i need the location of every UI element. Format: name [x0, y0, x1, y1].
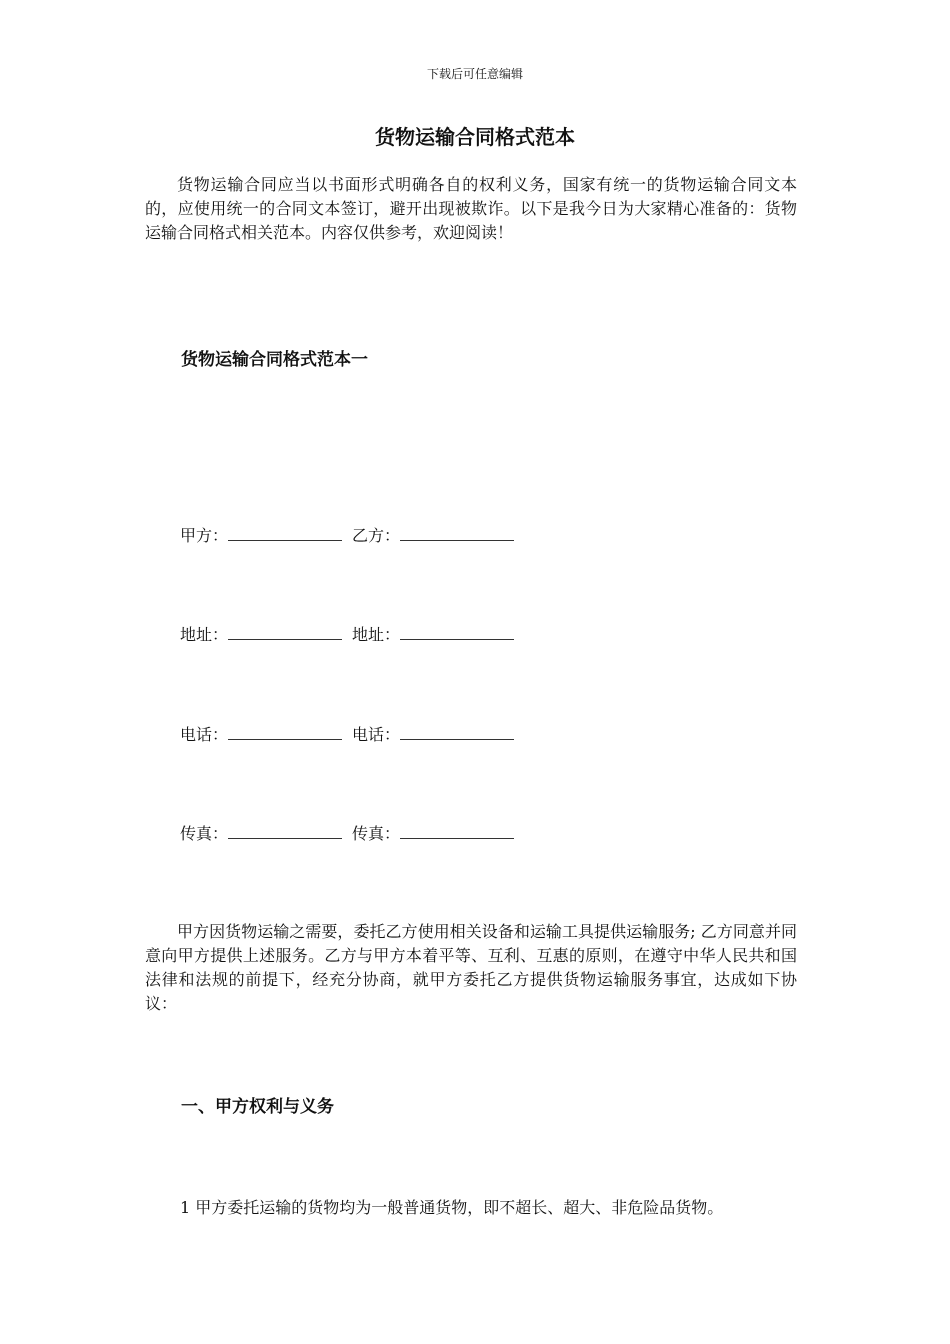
clause-1: 1 甲方委托运输的货物均为一般普通货物，即不超长、超大、非危险品货物。	[180, 1198, 724, 1217]
fax-a-blank[interactable]	[228, 824, 342, 839]
party-b-label: 乙方：	[352, 526, 401, 545]
address-a-label: 地址：	[180, 625, 229, 644]
party-row-fax	[180, 822, 524, 846]
phone-b-label: 电话：	[352, 725, 401, 744]
preface-paragraph: 甲方因货物运输之需要，委托乙方使用相关设备和运输工具提供运输服务; 乙方同意并同意向甲方提供上述服务。乙方与甲方本着平等、互利、互惠的原则，在遵守中华人民共和国法律和法规的前提下，经充分协商，就甲方委托乙方提供货物运输服务事宜，达成如下协议：	[145, 922, 797, 1013]
intro-paragraph: 货物运输合同应当以书面形式明确各自的权利义务，国家有统一的货物运输合同文本的，应使用统一的合同文本签订，避开出现被欺诈。以下是我今日为大家精心准备的：货物运输合同格式相关范本。内容仅供参考，欢迎阅读！	[145, 175, 797, 242]
phone-a-label: 电话：	[180, 725, 229, 744]
sample-heading: 货物运输合同格式范本一	[181, 350, 368, 370]
party-row-address	[180, 623, 524, 647]
fax-a-label: 传真：	[180, 824, 229, 843]
header-note: 下载后可任意编辑	[426, 67, 523, 81]
party-b-blank[interactable]	[400, 526, 514, 541]
document-title: 货物运输合同格式范本	[375, 125, 575, 149]
fax-b-label: 传真：	[352, 824, 401, 843]
phone-b-blank[interactable]	[400, 725, 514, 740]
party-a-label: 甲方：	[180, 526, 229, 545]
section-heading: 一、甲方权利与义务	[181, 1097, 334, 1117]
phone-a-blank[interactable]	[228, 725, 342, 740]
address-b-label: 地址：	[352, 625, 401, 644]
fax-b-blank[interactable]	[400, 824, 514, 839]
party-row-phone	[180, 723, 524, 747]
address-a-blank[interactable]	[228, 625, 342, 640]
party-a-blank[interactable]	[228, 526, 342, 541]
party-row-name	[180, 524, 524, 548]
address-b-blank[interactable]	[400, 625, 514, 640]
